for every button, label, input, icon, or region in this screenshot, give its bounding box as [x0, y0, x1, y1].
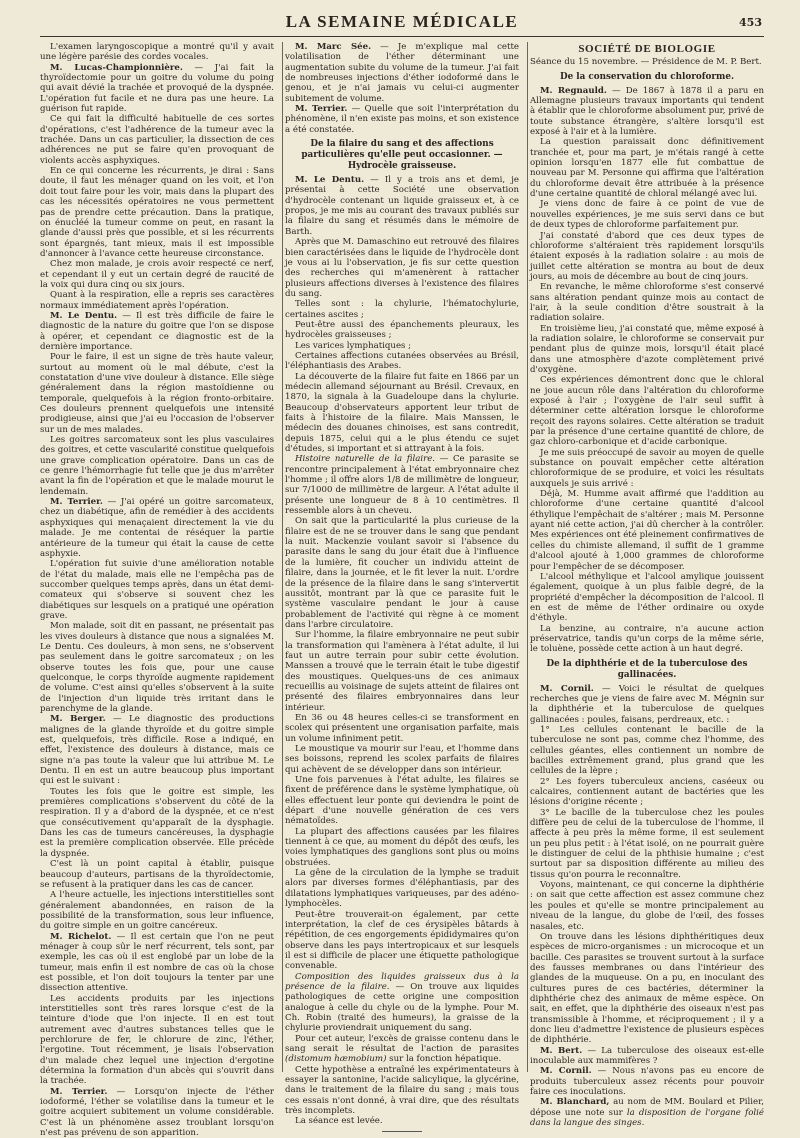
paragraph [40, 932, 274, 994]
speaker: M. Le Dentu. [295, 175, 365, 186]
paragraph [530, 1046, 764, 1067]
paragraph: 2° Les foyers tuberculeux anciens, caséeux ou calcaires, contiennent autant de bactéries que les lésions d'origine récente ; [530, 776, 764, 808]
speaker: M. Terrier. [50, 1086, 108, 1097]
society-heading: SOCIÉTÉ DE BIOLOGIE [578, 43, 716, 55]
italic-term: (distomum hæmobium) [285, 1054, 387, 1065]
paragraph-text: au nom de MM. Boulard et Pilier, dépose une note sur [530, 1097, 765, 1118]
speaker: M. Terrier. [295, 104, 348, 115]
column-3 [530, 42, 765, 1129]
section-heading: De la conservation du chloroforme. [559, 71, 735, 82]
paragraph: Les varices lymphatiques ; [295, 340, 412, 351]
section-heading: De la filaire du sang et des affections particulières qu'elle peut occasionner. — Hydrocèle graisseuse. [301, 139, 503, 172]
paragraph: On sait que la particularité la plus curieuse de la filaire est de ne se trouver dans le sang que pendant la nuit. Mackenzie voulant savoir si l'absence du parasite dans le sang du jour était due à l'influence de la lumière, fit coucher un individu atteint de filaire, dans la journée, et le fit lever la nuit. L'ordre de la présence de la filaire dans le sang s'intervertit aussitôt, montrant par là que ce parasite fuit le système vasculaire pendant le jour à cause probablement de l'activité qui règne à ce moment dans l'arbre circulatoire. [285, 516, 519, 630]
paragraph: A l'heure actuelle, les injections interstitielles sont généralement abandonnées, en raison de la possibilité de la transformation, sous leur influence, du goitre simple en un goitre cancéreux. [40, 890, 274, 932]
paragraph: La question paraissait donc définitivement tranchée et, pour ma part, je m'étais rangé à cette opinion lorsqu'en 1877 elle fut combattue de nouveau par M. Personne qui affirma que l'altération du chloroforme devait être attribuée à la présence d'une certaine quantité de chloral mélangé avec lui. [530, 137, 764, 200]
italic-title: la disposition de l'organe folié dans la langue des singes. [530, 1107, 764, 1129]
paragraph-text: — J'ai opéré un goitre sarcomateux, chez un diabétique, afin de remédier à des accidents asphyxiques qui menaçaient directement la vie du malade. Je me contentai de réséquer la partie antérieure de la tumeur qui était la cause de cette asphyxie. [40, 497, 275, 559]
section-rule [382, 1131, 422, 1132]
paragraph [530, 1097, 764, 1128]
paragraph-text: — Il est très difficile de faire le diagnostic de la nature du goitre que l'on se dispose à opérer, et cependant ce diagnostic est de la dernière importance. [40, 310, 274, 352]
paragraph: Mon malade, soit dit en passant, ne présentait pas les vives douleurs à distance que nous a signalées M. Le Dentu. Ces douleurs, à mon sens, ne s'observent pas seulement dans le goitre sarcomateux ; on les observe toutes les fois que, pour une cause quelconque, le corps thyroïde augmente rapidement de volume. C'est ainsi qu'elles s'observent à la suite de l'injection d'un liquide très irritant dans le parenchyme de la glande. [40, 621, 274, 714]
speaker: M. Marc Sée. [295, 42, 372, 52]
paragraph [40, 714, 274, 786]
paragraph: Je me suis préoccupé de savoir au moyen de quelle substance on pouvait empêcher cette altération chloroformique de se produire, et voici les résultats auxquels je suis arrivé : [530, 447, 764, 489]
column-2 [285, 42, 520, 1127]
paragraph: Certaines affections cutanées observées au Brésil, l'éléphantiasis des Arabes. [285, 350, 519, 372]
paragraph: Déjà, M. Humme avait affirmé que l'addition au chloroforme d'une certaine quantité d'alcool éthylique l'empêchait de s'altérer ; mais M. Personne ayant nié cette action, j'ai dû chercher à la contrôler. Mes expériences ont été pleinement confirmatives de celles du chimiste allemand, il suffit de 1 gramme d'alcool ajouté à 1,000 grammes de chloroforme pour l'empêcher de se décomposer. [530, 489, 764, 572]
paragraph: En ce qui concerne les récurrents, je dirai : Sans doute, il faut les ménager quand on les voit, et l'on doit tout faire pour les voir, mais dans la plupart des cas les nécessités opératoires ne vous permettent pas de prendre cette précaution. Dans la pratique, on énucléé la tumeur comme on peut, en rasant la glande d'aussi près que possible, et si les récurrents sont épargnés, tant mieux, mais il est impossible d'annoncer à l'avance cette heureuse circonstance. [40, 166, 274, 259]
paragraph [40, 63, 274, 115]
paragraph [285, 175, 519, 237]
column-1 [40, 42, 275, 1138]
paragraph: Quant à la respiration, elle a repris ses caractères normaux immédiatement après l'opération. [40, 290, 274, 311]
paragraph-text: sur la fonction hépatique. [386, 1054, 502, 1065]
speaker: M. Terrier. [50, 497, 103, 508]
paragraph: L'alcool méthylique et l'alcool amylique jouissent également, quoique à un plus faible degré, de la propriété d'empêcher la décomposition de l'alcool. Il en est de même de l'éther ordinaire ou oxyde d'éthyle. [530, 571, 764, 624]
paragraph: En 36 ou 48 heures celles-ci se transforment en scolex qui présentent une organisation parfaite, mais un volume infiniment petit. [285, 712, 519, 744]
paragraph: Sur l'homme, la filaire embryonnaire ne peut subir la transformation qui l'amènera à l'état adulte, il lui faut un autre terrain pour subir cette évolution. Manssen a trouvé que le terrain était le tube digestif des moustiques. Quelques-uns de ces animaux recueillis au voisinage de sujets atteint de filaires ont présenté des filaires embryonnaires dans leur intérieur. [285, 630, 519, 713]
paragraph: Toutes les fois que le goitre est simple, les premières complications s'observent du côté de la respiration. Il y a d'abord de la dyspnée, et ce n'est que consécutivement qu'apparaît de la dysphagie. Dans les cas de tumeurs cancéreuses, la dysphagie est la première complication observée. Elle précède la dyspnée. [40, 786, 274, 859]
journal-title: LA SEMAINE MÉDICALE [285, 12, 519, 31]
paragraph: Ces expériences démontrent donc que le chloral ne joue aucun rôle dans l'altération du chloroforme exposé à l'air ; l'oxygène de l'air seul suffit à déterminer cette altération lorsque le chloroforme reçoit des rayons solaires. Cette altération se traduit par la présence d'une certaine quantité de chlore, de gaz chloro-carbonique et d'acide carbonique. [530, 375, 764, 448]
speaker: M. Cornil. [540, 1066, 592, 1077]
speaker: M. Le Dentu. [50, 310, 118, 321]
paragraph: On trouve dans les lésions diphthéritiques deux espèces de micro-organismes : un microcoque et un bacille. Ces parasites se trouvent surtout à la surface des fausses membranes ou dans l'intérieur des glandes de la muqueuse. On a pu, en inoculant des cultures pures de ces bactéries, déterminer la diphthérie chez des animaux de même espèce. On sait, en effet, que la diphthérie des oiseaux n'est pas transmissible à l'homme, et réciproquement ; il y a donc lieu d'admettre l'existence de plusieurs espèces de diphthérie. [530, 931, 764, 1046]
speaker: M. Berger. [50, 714, 106, 725]
paragraph-text: — Il est certain que l'on ne peut ménager à coup sûr le nerf récurrent, tels sont, par exemple, les cas où il est englobé par un lobe de la tumeur, mais enfin il est nombre de cas où la chose est possible, et l'on doit toujours la tenter par une dissection attentive. [40, 931, 274, 994]
speaker: M. Cornil. [540, 683, 594, 694]
paragraph: 1° Les cellules contenant le bacille de la tuberculose ne sont pas, comme chez l'homme, des cellules géantes, elles contiennent un nombre de bacilles extrêmement grand, plus grand que les cellules de la lèpre ; [530, 724, 764, 777]
paragraph: C'est là un point capital à établir, puisque beaucoup d'auteurs, partisans de la thyroïdectomie, se refusent à la pratiquer dans les cas de cancer. [40, 859, 274, 890]
speaker: M. Bert. [540, 1045, 583, 1056]
speaker: M. Lucas-Championnière. [50, 62, 183, 73]
paragraph-text: — On trouve aux liquides pathologiques de cette origine une composition analogue à celle du chyle ou de la lymphe. Pour M. Ch. Robin (traité des humeurs), la graisse de la chylurie proviendrait uniquement du sang. [285, 981, 520, 1034]
paragraph: L'examen laryngoscopique a montré qu'il y avait une légère parésie des cordes vocales. [40, 42, 274, 63]
paragraph [40, 311, 274, 352]
paragraph: Le moustique va mourir sur l'eau, et l'homme dans ses boissons, reprend les scolex parfaits de filaires qui achèvent de se développer dans son intérieur. [285, 744, 519, 775]
paragraph-text: Pour cet auteur, l'excès de graisse contenu dans le sang serait le résultat de l'action de parasites [285, 1033, 519, 1054]
paragraph [285, 972, 519, 1034]
paragraph: La benzine, au contraire, n'a aucune action préservatrice, tandis qu'un corps de la même série, le toluène, possède cette action à un haut degré. [530, 623, 764, 655]
article-body [40, 42, 765, 1138]
paragraph-text: — Lorsqu'on injecte de l'éther iodoformé, l'éther se volatilise dans la tumeur et le goitre acquiert subitement un volume considérable. C'est là un phénomène assez troublant lorsqu'on n'est pas prévenu de son apparition. [40, 1086, 274, 1138]
paragraph: 3° Le bacille de la tuberculose chez les poules diffère peu de celui de la tuberculose de l'homme, il affecte à peu près la même forme, il est seulement un peu plus petit : à l'état isolé, on ne pourrait guère le distinguer de celui de la phthisie humaine ; c'est surtout par sa disposition différente au milieu des tissus qu'on pourra le reconnaître. [530, 807, 764, 880]
paragraph-text: — Ce parasite se rencontre principalement à l'état embryonnaire chez l'homme ; il offre alors 1/8 de millimètre de longueur, sur 7/1000 de millimètre de largeur. A l'état adulte il présente une longueur de 8 à 10 centimètres. Il ressemble alors à un cheveu. [285, 454, 520, 517]
paragraph-text: — Le diagnostic des productions malignes de la glande thyroïde et du goitre simple est, quelquefois, très difficile. Rose a indiqué, en effet, l'existence des douleurs à distance, mais ce signe n'a pas toute la valeur que lui attribue M. Le Dentu. Il en est un autre beaucoup plus important qui est le suivant : [40, 714, 274, 787]
paragraph: Voyons, maintenant, ce qui concerne la diphthérie : on sait que cette affection est assez commune chez les poules et qu'elle se montre principalement au niveau de la langue, du globe de l'œil, des fosses nasales, etc. [530, 880, 764, 932]
paragraph: Peut-être trouverait-on également, par cette interprétation, la clef de ces érysipèles bâtards à répétition, de ces engorgements épididymaires qu'on observe dans les pays intertropicaux et sur lesquels il est si difficile de placer une étiquette pathologique convenable. [285, 909, 519, 972]
italic-heading: Histoire naturelle de la filaire. [295, 454, 436, 465]
paragraph: Telles sont : la chylurie, l'hématochylurie, certaines ascites ; [285, 299, 519, 320]
paragraph: Je viens donc de faire à ce point de vue de nouvelles expériences, je me suis servi dans ce but de deux types de chloroforme parfaitement pur. [530, 199, 764, 231]
paragraph: Après que M. Damaschino eut retrouvé des filaires bien caractérisées dans le liquide de l'hydrocèle dont je vous ai lu l'observation, je fis sur cette question des recherches qui m'amenèrent à rattacher plusieurs affections diverses à l'existence des filaires du sang. [285, 237, 519, 299]
paragraph: Les accidents produits par les injections interstitielles sont très rares lorsque c'est de la teinture d'iode que l'on injecte. Il en est tout autrement avec d'autres substances telles que le perchlorure de fer, le chlorure de zinc, l'éther, l'ergotine. Tout récemment, je lisais l'observation d'un malade chez lequel une injection d'ergotine détermina la formation d'un abcès qui s'ouvrit dans la trachée. [40, 993, 274, 1087]
section-heading: De la diphthérie et de la tuberculose des gallinacées. [546, 658, 748, 680]
paragraph-text: — J'ai fait la thyroïdectomie pour un goitre du volume du poing qui avait dévié la trachée et provoqué de la dyspnée. L'opération fut facile et ne dura pas une heure. La guérison fut rapide. [40, 62, 274, 115]
paragraph: La plupart des affections causées par les filaires tiennent à ce que, au moment du dépôt des œufs, les voies lymphatiques des ganglions sont plus ou moins obstruées. [285, 826, 519, 868]
paragraph [530, 1066, 764, 1097]
paragraph: La gêne de la circulation de la lymphe se traduit alors par diverses formes d'éléphantiasis, par des dilatations lymphatiques variqueuses, par des adéno-lymphocèles. [285, 868, 519, 910]
paragraph [285, 104, 519, 135]
paragraph: Une fois parvenues à l'état adulte, les filaires se fixent de préférence dans le système lymphatique, où elles effectuent leur ponte qui deviendra le point de départ d'une nouvelle génération de ces vers nématoïdes. [285, 775, 519, 827]
paragraph [285, 454, 519, 516]
paragraph [40, 497, 274, 559]
paragraph-text: — Nous n'avons pas eu encore de produits tuberculeux assez récents pour pouvoir faire ces inoculations. [530, 1066, 764, 1097]
paragraph-text: — Quelle que soit l'interprétation du phénomène, il n'en existe pas moins, et son existence a été constatée. [285, 104, 519, 135]
paragraph: Chez mon malade, je crois avoir respecté ce nerf, et cependant il y eut un certain degré de raucité de la voix qui dura cinq ou six jours. [40, 259, 274, 290]
paragraph-text: — Je m'explique mal cette volatilisation de l'éther déterminant une augmentation subite du volume de la tumeur. J'ai fait de nombreuses injections d'éther iodoformé dans le genou, et je n'ai jamais vu celui-ci augmenter subitement de volume. [285, 42, 520, 104]
paragraph-text: — De 1867 à 1878 il a paru en Allemagne plusieurs travaux importants qui tendent à établir que le chloroforme absolument pur, privé de toute substance étrangère, s'altère lorsqu'il est exposé à l'air et à la lumière. [530, 85, 765, 138]
session-close: La séance est levée. [295, 1116, 383, 1127]
session-line: Séance du 15 novembre. — Présidence de M. P. Bert. [530, 57, 762, 68]
paragraph-text: — La tuberculose des oiseaux est-elle inoculable aux mammifères ? [530, 1045, 764, 1066]
paragraph: En troisième lieu, j'ai constaté que, même exposé à la radiation solaire, le chloroforme se conservait pur pendant plus de quinze mois, lorsqu'il était placé dans une atmosphère d'azote complètement privé d'oxygène. [530, 323, 764, 375]
paragraph [530, 86, 764, 138]
paragraph-text: — Voici le résultat de quelques recherches que je viens de faire avec M. Mégnin sur la diphthérie et la tuberculose de quelques gallinacées : poules, faisans, perdreaux, etc. : [530, 683, 764, 725]
page-header [40, 10, 764, 37]
paragraph: En revanche, le même chloroforme s'est conservé sans altération pendant quinze mois au contact de l'air, à la seule condition d'être soustrait à la radiation solaire. [530, 282, 764, 324]
speaker: M. Blanchard, [540, 1097, 610, 1108]
paragraph: Ce qui fait la difficulté habituelle de ces sortes d'opérations, c'est l'adhérence de la tumeur avec la trachée. Dans un cas particulier, la dissection de ces adhérences ne put se faire qu'en provoquant de violents accès asphyxiques. [40, 114, 274, 166]
paragraph: L'opération fut suivie d'une amélioration notable de l'état du malade, mais elle ne l'empêcha pas de succomber quelques temps après, dans un état demi-comateux qui s'observe si souvent chez les diabétiques sur lesquels on a pratiqué une opération grave. [40, 559, 274, 621]
italic-heading: Composition des liquides graisseux dus à la présence de la filaire. [285, 971, 519, 992]
speaker: M. Richelot. [50, 931, 112, 942]
paragraph [285, 42, 519, 104]
paragraph: Les goitres sarcomateux sont les plus vasculaires des goitres, et cette vascularité constitue quelquefois une grave complication opératoire. Dans un cas de ce genre l'hémorrhagie fut telle que je dus m'arrêter avant la fin de l'opération et que le malade mourut le lendemain. [40, 435, 274, 497]
paragraph [530, 684, 764, 725]
paragraph: Peut-être aussi des épanchements pleuraux, les hydrocèles graisseuses ; [285, 319, 519, 341]
paragraph [40, 1087, 274, 1138]
paragraph: Pour le faire, il est un signe de très haute valeur, surtout au moment où le mal débute, c'est la constatation d'une vive douleur à distance. Elle siège généralement dans la région mastoïdienne ou temporale, quelquefois à la région fronto-orbitaire. Ces douleurs prennent quelquefois une intensité prodigieuse, ainsi que j'ai eu l'occasion de l'observer sur un de mes malades. [40, 352, 274, 435]
paragraph: La découverte de la filaire fut faite en 1866 par un médecin allemand séjournant au Brésil. Crevaux, en 1870, la signala à la Guadeloupe dans la chylurie. Beaucoup d'observateurs apportent leur tribut de faits à l'histoire de la filaire. Mais Manssen, le médecin des douanes chinoises, est sans contredit, depuis 1875, celui qui a le plus étendu ce sujet d'études, si important et si attrayant à la fois. [285, 371, 519, 455]
paragraph-text: — Il y a trois ans et demi, je présentai à cette Société une observation d'hydrocèle contenant un liquide graisseux et, à ce propos, je me mis au courant des travaux publiés sur la filaire du sang et résumés dans le mémoire de Barth. [285, 175, 519, 237]
paragraph: J'ai constaté d'abord que ces deux types de chloroforme s'altéraient très rapidement lorsqu'ils étaient exposés à la radiation solaire : au mois de juillet cette altération se montra au bout de deux jours, au mois de décembre au bout de cinq jours. [530, 230, 764, 282]
paragraph [285, 1034, 519, 1065]
paragraph: Cette hypothèse a entraîné les expérimentateurs à essayer la santonine, l'acide salicylique, la glycérine, dans le traitement de la filaire du sang ; mais tous ces essais n'ont donné, à vrai dire, que des résultats très incomplets. [285, 1064, 519, 1117]
page-number: 453 [739, 16, 762, 29]
speaker: M. Regnauld. [540, 85, 607, 96]
